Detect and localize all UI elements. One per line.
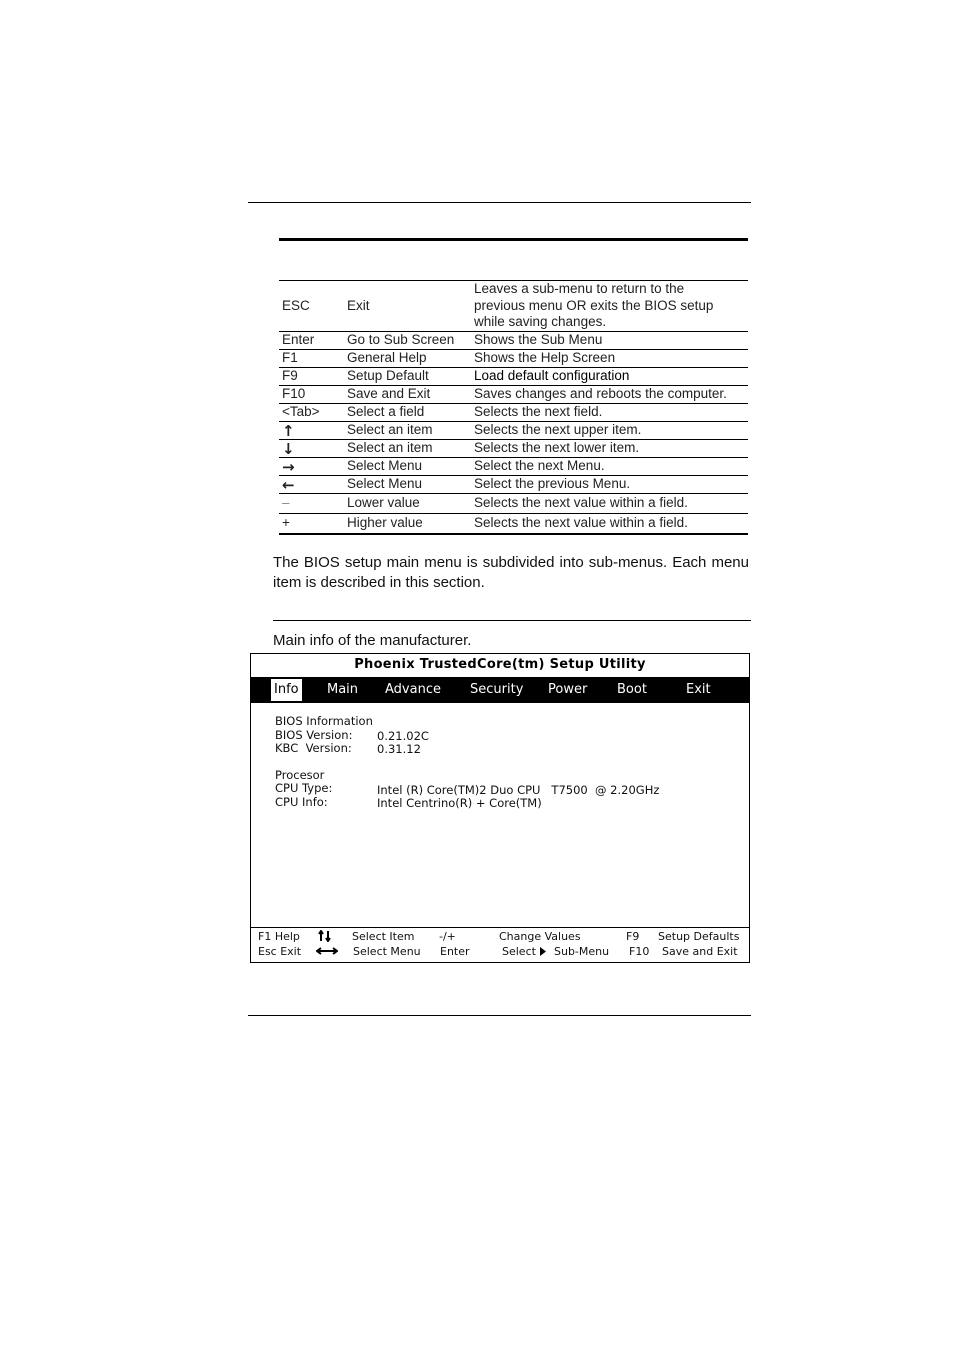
triangle-right-icon [540,947,546,956]
menu-tab-advance[interactable]: Advance [385,682,441,697]
key-table [279,280,748,535]
description-cell: Selects the next lower item. [474,440,640,456]
description-cell: Selects the next value within a field. [474,495,688,511]
table-row [279,386,748,404]
function-cell: Select Menu [347,476,423,492]
key-cell: ESC [282,297,310,313]
function-cell: Select Menu [347,458,423,474]
footer-change-values: Change Values [499,930,581,943]
bios-version-value: 0.21.02C [377,729,429,743]
down-arrow-icon: ↓ [282,439,295,458]
function-cell: Lower value [347,495,420,511]
key-cell: Enter [282,332,315,348]
description-cell: Select the previous Menu. [474,476,631,492]
key-cell: F1 [282,350,298,366]
description-cell: Select the next Menu. [474,458,605,474]
function-cell: Save and Exit [347,386,431,402]
up-down-arrows-icon [318,930,332,942]
key-cell [279,422,344,439]
key-cell: F9 [282,368,298,384]
function-cell: Exit [347,297,370,313]
description-cell: Load default configuration [474,368,630,384]
key-cell [279,440,344,457]
section-rule [273,620,751,621]
bios-menu-bar [251,677,749,703]
table-row [279,494,748,514]
table-row [279,332,748,350]
processor-heading: Procesor [275,768,325,782]
table-top-thick-rule [279,238,748,241]
up-arrow-icon: ↑ [282,421,295,440]
bios-version-label: BIOS Version: [275,728,353,742]
table-row [279,514,748,535]
footer-rule [248,1015,751,1016]
menu-tab-exit[interactable]: Exit [686,682,711,697]
bios-footer-divider [251,927,749,928]
footer-save-and-exit: Save and Exit [662,945,738,958]
function-cell: Go to Sub Screen [347,332,455,348]
footer-esc-exit: Esc Exit [258,945,302,958]
menu-tab-main[interactable]: Main [327,682,359,697]
cpu-info-label: CPU Info: [275,795,328,809]
key-cell: – [282,495,290,511]
menu-tab-info[interactable]: Info [271,679,302,701]
key-cell: + [282,515,290,531]
table-row [279,350,748,368]
description-cell: Leaves a sub-menu to return to the previous menu OR exits the BIOS setup while saving changes. [474,281,714,329]
bios-screenshot [250,653,750,963]
left-right-arrows-icon [316,947,338,955]
description-cell: Shows the Sub Menu [474,332,603,348]
footer-sub-menu: Sub-Menu [554,945,610,958]
description-cell: Saves changes and reboots the computer. [474,386,727,402]
menu-tab-security[interactable]: Security [470,682,524,697]
function-cell: Setup Default [347,368,429,384]
table-row [279,280,748,332]
figure-caption: Main info of the manufacturer. [273,632,472,649]
table-row [279,422,748,440]
cpu-type-label: CPU Type: [275,781,333,795]
menu-tab-power[interactable]: Power [548,682,588,697]
cpu-type-value: Intel (R) Core(TM)2 Duo CPU T7500 @ 2.20GHz [377,783,660,797]
table-row [279,458,748,476]
footer-select: Select [502,945,536,958]
kbc-version-label: KBC Version: [275,741,352,755]
description-cell: Selects the next field. [474,404,603,420]
footer-select-menu: Select Menu [353,945,421,958]
header-rule [248,202,751,203]
table-row [279,476,748,494]
bios-info-heading: BIOS Information [275,714,373,728]
description-cell: Selects the next value within a field. [474,515,688,531]
function-cell: General Help [347,350,427,366]
key-cell: F10 [282,386,306,402]
footer-setup-defaults: Setup Defaults [658,930,740,943]
table-row [279,404,748,422]
table-row [279,440,748,458]
menu-tab-boot[interactable]: Boot [617,682,647,697]
footer-f10: F10 [629,945,650,958]
cpu-info-value: Intel Centrino(R) + Core(TM) [377,796,542,810]
function-cell: Select an item [347,440,433,456]
right-arrow-icon: → [282,457,295,476]
description-cell: Shows the Help Screen [474,350,616,366]
intro-paragraph: The BIOS setup main menu is subdivided into sub-menus. Each menu item is described in this section. [273,554,749,591]
description-cell: Selects the next upper item. [474,422,642,438]
key-cell [279,458,344,475]
footer-enter: Enter [440,945,470,958]
function-cell: Select an item [347,422,433,438]
footer-minus-plus: -/+ [439,930,456,943]
footer-select-item: Select Item [352,930,415,943]
key-cell: <Tab> [282,404,320,420]
function-cell: Select a field [347,404,425,420]
table-row [279,368,748,386]
key-cell [279,476,344,493]
left-arrow-icon: ← [282,475,295,494]
footer-f9: F9 [626,930,640,943]
function-cell: Higher value [347,515,423,531]
footer-f1-help: F1 Help [258,930,300,943]
kbc-version-value: 0.31.12 [377,742,421,756]
bios-title: Phoenix TrustedCore(tm) Setup Utility [354,657,646,672]
